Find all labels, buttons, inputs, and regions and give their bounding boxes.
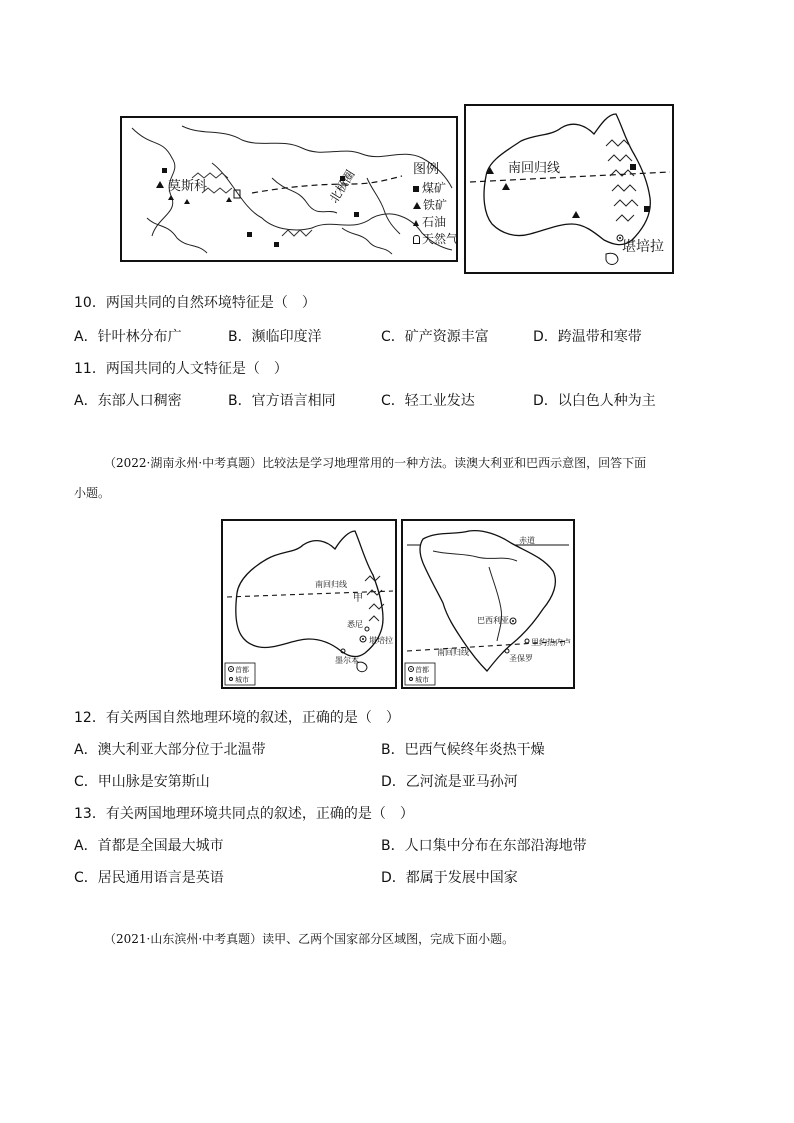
legend-item-gas [413, 231, 465, 248]
saopaulo-marker [505, 649, 509, 653]
australia-map-svg [223, 521, 395, 687]
rio-label: 里约热内卢 [531, 638, 571, 647]
legend-item-oil [413, 214, 465, 231]
australia-map [221, 519, 397, 689]
legend-item-iron [413, 197, 465, 214]
tropic-label: 南回归线 [508, 161, 561, 176]
intro-2021: （2021·山东滨州·中考真题）读甲、乙两个国家部分区域图，完成下面小题。 [104, 932, 515, 946]
coal-icon [413, 186, 419, 192]
tropic-label: 南回归线 [437, 648, 469, 657]
q10-option-d[interactable]: D．跨温带和寒带 [533, 329, 642, 345]
australia-resources-map-svg [466, 106, 672, 272]
coal-symbol [247, 232, 252, 237]
q13-option-a[interactable]: A．首都是全国最大城市 [74, 838, 224, 854]
oil-icon [413, 220, 419, 226]
arctic-circle-line [252, 176, 402, 193]
coal-symbol [644, 206, 650, 212]
q10-option-a[interactable]: A．针叶林分布广 [74, 329, 182, 345]
question-13: 13．有关两国地理环境共同点的叙述，正确的是（ ） [74, 806, 414, 822]
map-legend [413, 158, 465, 248]
legend-city-label: 城市 [415, 676, 429, 684]
q11-option-d[interactable]: D．以白色人种为主 [533, 393, 656, 409]
sydney-label: 悉尼 [347, 620, 363, 629]
legend-iron-label: 铁矿 [423, 198, 448, 212]
legend-oil-label: 石油 [422, 215, 447, 229]
moscow-label: 莫斯科 [168, 179, 208, 194]
intro-2022: （2022·湖南永州·中考真题）比较法是学习地理常用的一种方法。读澳大利亚和巴西示意图，回答下面 [104, 456, 647, 470]
canberra-label: 堪培拉 [369, 636, 393, 645]
brasilia-label: 巴西利亚 [477, 616, 509, 625]
question-12: 12．有关两国自然地理环境的叙述，正确的是（ ） [74, 710, 400, 726]
q11-option-a[interactable]: A．东部人口稠密 [74, 393, 182, 409]
q13-option-d[interactable]: D．都属于发展中国家 [381, 870, 518, 886]
q13-option-c[interactable]: C．居民通用语言是英语 [74, 870, 224, 886]
question-10: 10．两国共同的自然环境特征是（ ） [74, 295, 316, 311]
q11-option-c[interactable]: C．轻工业发达 [381, 393, 475, 409]
legend-title: 图例 [413, 162, 440, 177]
legend-capital-label: 首都 [415, 666, 429, 674]
jia-label: 甲 [353, 593, 363, 604]
brazil-map-svg [403, 521, 573, 687]
coal-symbol [354, 212, 359, 217]
legend-capital-label: 首都 [235, 666, 249, 674]
q13-option-b[interactable]: B．人口集中分布在东部沿海地带 [381, 838, 587, 854]
legend-gas-label: 天然气 [422, 232, 459, 246]
legend-coal-label: 煤矿 [422, 181, 447, 195]
oil-symbol [184, 199, 190, 204]
question-11: 11．两国共同的人文特征是（ ） [74, 361, 288, 377]
q12-option-a[interactable]: A．澳大利亚大部分位于北温带 [74, 742, 266, 758]
iron-ore-symbol [156, 181, 164, 188]
coal-symbol [630, 164, 636, 170]
q10-option-b[interactable]: B．濒临印度洋 [228, 329, 322, 345]
australia-resources-map [464, 104, 674, 274]
oil-symbol [226, 197, 232, 202]
coal-symbol [274, 242, 279, 247]
rio-marker [525, 639, 529, 643]
legend-city-label: 城市 [235, 676, 249, 684]
gas-icon [413, 235, 420, 244]
q11-option-b[interactable]: B．官方语言相同 [228, 393, 336, 409]
legend-item-coal [413, 180, 465, 197]
intro-2022-line2: 小题。 [74, 486, 111, 500]
q12-option-c[interactable]: C．甲山脉是安第斯山 [74, 774, 210, 790]
russia-map [120, 116, 458, 262]
gas-symbol [234, 190, 240, 198]
tropic-label: 南回归线 [315, 580, 347, 589]
coal-symbol [162, 168, 167, 173]
arctic-circle-label: 北极圈 [326, 167, 358, 206]
oil-symbol [168, 195, 174, 200]
equator-label: 赤道 [519, 536, 535, 545]
brazil-map [401, 519, 575, 689]
q12-option-b[interactable]: B．巴西气候终年炎热干燥 [381, 742, 545, 758]
q12-option-d[interactable]: D．乙河流是亚马孙河 [381, 774, 518, 790]
melbourne-label: 墨尔本 [335, 656, 359, 665]
q10-option-c[interactable]: C．矿产资源丰富 [381, 329, 489, 345]
saopaulo-label: 圣保罗 [509, 654, 533, 663]
russia-map-svg [122, 118, 459, 260]
iron-icon [413, 202, 421, 209]
canberra-label: 堪培拉 [622, 239, 664, 255]
